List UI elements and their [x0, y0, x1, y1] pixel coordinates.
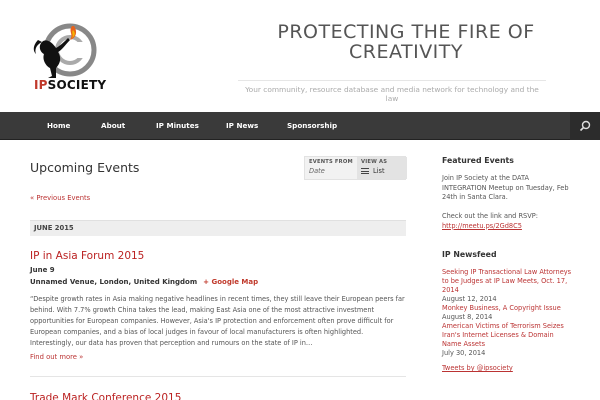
event-venue: [30, 278, 258, 286]
meetup-link[interactable]: http://meetu.ps/2Gd8C5: [442, 221, 522, 230]
news-date: August 12, 2014: [442, 295, 497, 303]
month-separator: JUNE 2015: [30, 220, 406, 236]
main-nav: [0, 112, 600, 140]
site-tagline: Your community, resource database and media network for technology and the law: [238, 80, 546, 103]
google-map-link[interactable]: + Google Map: [203, 278, 259, 286]
nav-item-home[interactable]: Home: [47, 121, 71, 130]
event-venue-name: Unnamed Venue, London, United Kingdom: [30, 278, 198, 286]
news-link[interactable]: Monkey Business, A Copyright Issue: [442, 304, 561, 312]
news-link[interactable]: Seeking IP Transactional Law Attorneys to be Judges at IP Law Meets, Oct. 17, 2014: [442, 268, 572, 294]
events-filter-bar: [304, 156, 406, 180]
event-date: June 9: [30, 266, 55, 274]
news-date: July 30, 2014: [442, 349, 486, 357]
site-title: PROTECTING THE FIRE OF CREATIVITY: [277, 21, 535, 63]
page-title: Upcoming Events: [30, 160, 140, 175]
view-as-value[interactable]: [361, 167, 403, 175]
newsfeed-list: [442, 268, 574, 358]
logo-prefix: IP: [34, 78, 48, 92]
nav-item-about[interactable]: About: [101, 121, 126, 130]
news-date: August 8, 2014: [442, 313, 493, 321]
previous-events-link[interactable]: « Previous Events: [30, 194, 91, 202]
events-from-label: EVENTS FROM: [309, 159, 353, 165]
logo-wordmark[interactable]: [34, 78, 106, 92]
list-item: [442, 304, 574, 322]
nav-item-sponsorship[interactable]: Sponsorship: [287, 121, 338, 130]
find-out-more-link[interactable]: Find out more »: [30, 353, 84, 361]
news-link[interactable]: American Victims of Terrorism Seizes Iran's Internet Licenses & Domain Name Assets: [442, 322, 564, 348]
list-icon: [361, 168, 369, 174]
search-icon: [579, 120, 591, 132]
logo-suffix: SOCIETY: [47, 78, 107, 92]
events-from-field[interactable]: [309, 159, 355, 175]
event-description: “Despite growth rates in Asia making negative headlines in recent times, they still leave their European peers far behind. With 7.7% growth China takes the lead, making East Asia one of the most attractive investment opportunities for European companies. However, Asia's IP protection and enforcement often prove difficult for European companies, and a bias of local judges in favour of local manufacturers is often highlighted. Interestingly, our data has proven that perception and rumours on the state of IP in…: [30, 295, 405, 347]
list-item: [442, 268, 574, 304]
view-as-label: VIEW AS: [361, 159, 388, 165]
site-header: [0, 0, 600, 112]
event-title-link[interactable]: IP in Asia Forum 2015: [30, 250, 145, 262]
view-as-selector[interactable]: [357, 157, 407, 179]
newsfeed-heading: IP Newsfeed: [442, 250, 497, 259]
nav-item-ip-minutes[interactable]: IP Minutes: [156, 121, 199, 130]
featured-rsvp-text: Check out the link and RSVP:: [442, 212, 538, 220]
view-as-list-label: List: [373, 167, 385, 175]
featured-events-rsvp: [442, 212, 574, 231]
featured-events-heading: Featured Events: [442, 156, 514, 165]
date-input[interactable]: Date: [309, 167, 325, 175]
event-divider: [30, 376, 406, 377]
featured-events-text: Join IP Society at the DATA INTEGRATION Meetup on Tuesday, Feb 24th in Santa Clara.: [442, 174, 569, 201]
search-button[interactable]: [570, 112, 600, 140]
list-item: [442, 322, 574, 358]
tweets-link[interactable]: Tweets by @ipsociety: [442, 364, 513, 372]
nav-item-ip-news[interactable]: IP News: [226, 121, 259, 130]
event-title-link[interactable]: Trade Mark Conference 2015: [30, 392, 182, 400]
